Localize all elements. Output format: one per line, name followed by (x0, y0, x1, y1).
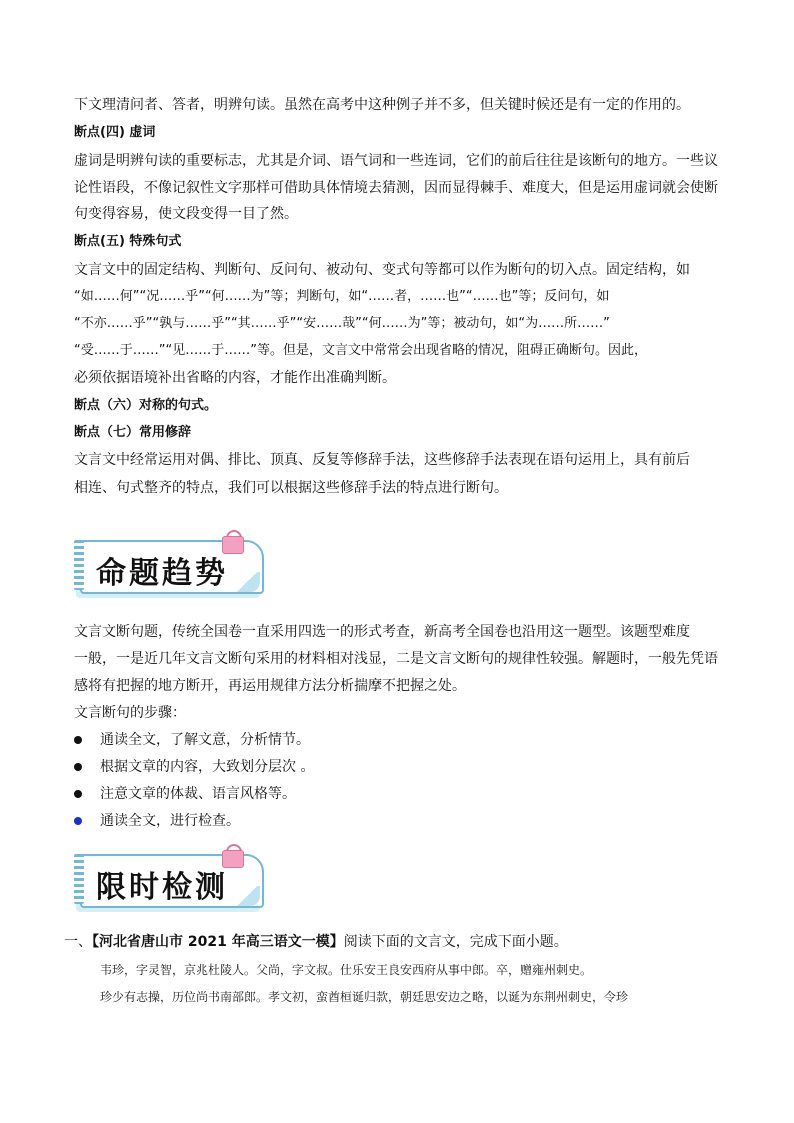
paragraph-line: “如……何”“况……乎”“何……为”等；判断句，如“……者，……也”“……也”等；反问句，如 (74, 289, 610, 304)
bullet-icon (74, 817, 82, 825)
page-curl-decoration (234, 572, 260, 592)
paragraph-line: 相连、句式整齐的特点，我们可以根据这些修辞手法的特点进行断句。 (74, 480, 508, 496)
section-heading-5: 断点(五) 特殊句式 (74, 234, 182, 249)
bullet-icon (74, 763, 82, 771)
paragraph-line: “受……于……”“见……于……”等。但是，文言文中常常会出现省略的情况，阻碍正确断句。因此， (74, 343, 647, 358)
bullet-icon (74, 790, 82, 798)
classical-text-line: 韦珍，字灵智，京兆杜陵人。父尚，字文叔。仕乐安王良安西府从事中郎。卒，赠雍州刺史。 (100, 963, 593, 977)
paragraph-line: 论性语段，不像记叙性文字那样可借助具体情境去猜测，因而显得棘手、难度大，但是运用虚词就会使断 (74, 180, 718, 196)
question-source: 【河北省唐山市 2021 年高三语文一模】 (92, 934, 344, 950)
paragraph-line: 句变得容易，使文段变得一目了然。 (74, 206, 298, 222)
paragraph-line: 文言文中的固定结构、判断句、反问句、被动句、变式句等都可以作为断句的切入点。固定结构，如 (74, 262, 690, 278)
paragraph-line: “不亦……乎”“孰与……乎”“其……乎”“安……哉”“何……为”等；被动句，如“为……所……” (74, 316, 610, 331)
paragraph-line: 虚词是明辨句读的重要标志，尤其是介词、语气词和一些连词，它们的前后往往是该断句的地方。一些议 (74, 153, 718, 169)
paragraph-line: 文言文断句题，传统全国卷一直采用四选一的形式考查，新高考全国卷也沿用这一题型。该题型难度 (74, 624, 690, 640)
banner-stripe (74, 540, 84, 590)
banner-title: 命题趋势 (96, 556, 228, 591)
section-heading-7: 断点（七）常用修辞 (74, 425, 192, 440)
step-item: 注意文章的体裁、语言风格等。 (74, 784, 296, 804)
step-item: 根据文章的内容，大致划分层次 。 (74, 757, 314, 777)
paragraph-line: 一般，一是近几年文言文断句采用的材料相对浅显，二是文言文断句的规律性较强。解题时，一般先凭语 (74, 651, 718, 667)
paragraph-line: 必须依据语境补出省略的内容，才能作出准确判断。 (74, 370, 396, 386)
banner-trend (74, 532, 264, 592)
paragraph-line: 文言文中经常运用对偶、排比、顶真、反复等修辞手法，这些修辞手法表现在语句运用上，具有前后 (74, 452, 690, 468)
step-item: 通读全文，了解文意，分析情节。 (74, 730, 310, 750)
section-heading-4: 断点(四) 虚词 (74, 125, 156, 140)
paragraph-line: 感将有把握的地方断开，再运用规律方法分析揣摩不把握之处。 (74, 678, 466, 694)
page-curl-decoration (234, 886, 260, 906)
section-heading-6: 断点（六）对称的句式。 (74, 398, 218, 413)
steps-title: 文言断句的步骤： (74, 705, 186, 721)
paragraph-line: 下文理清问者、答者，明辨句读。虽然在高考中这种例子并不多，但关键时候还是有一定的作用的。 (74, 97, 690, 113)
bullet-icon (74, 736, 82, 744)
classical-text-line: 珍少有志操，历位尚书南部郎。孝文初，蛮酋桓诞归款，朝廷思安边之略，以诞为东荆州刺史，令珍 (100, 990, 629, 1004)
banner-test (74, 846, 264, 906)
question-header: 一、【河北省唐山市 2021 年高三语文一模】阅读下面的文言文，完成下面小题。 (64, 934, 568, 950)
banner-title: 限时检测 (96, 870, 228, 905)
banner-stripe (74, 854, 84, 904)
step-item: 通读全文，进行检查。 (74, 811, 240, 831)
